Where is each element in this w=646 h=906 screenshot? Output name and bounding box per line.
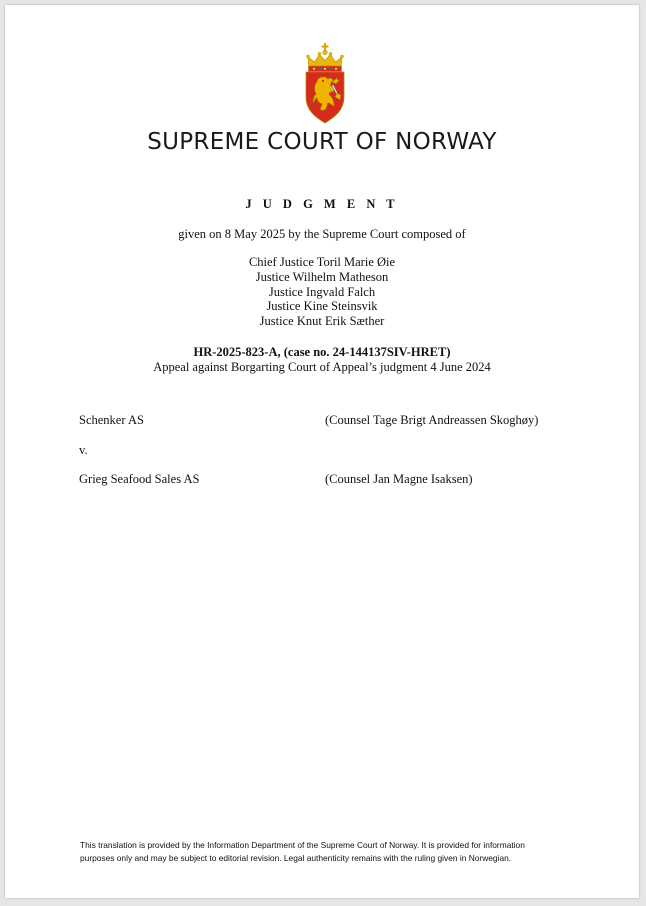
norwegian-coat-of-arms-icon (304, 41, 346, 125)
judge-name: Justice Knut Erik Sæther (259, 314, 385, 329)
crown-icon (306, 43, 343, 72)
court-name: SUPREME COURT OF NORWAY (147, 129, 497, 155)
judge-name: Justice Wilhelm Matheson (255, 269, 389, 284)
judgment-heading: J U D G M E N T (245, 197, 399, 211)
judge-name: Chief Justice Toril Marie Øie (248, 255, 396, 269)
disclaimer-line: purposes only and may be subject to editorial revision. Legal authenticity remains with the ruling given in Norwegian. (80, 853, 512, 863)
document-page (5, 5, 639, 898)
disclaimer-line: This translation is provided by the Information Department of the Supreme Court of Norway. It is provided for information (80, 840, 525, 850)
appellant-name: Schenker AS (79, 413, 144, 427)
respondent-name: Grieg Seafood Sales AS (79, 472, 200, 486)
translation-disclaimer (80, 839, 580, 865)
judge-name: Justice Kine Steinsvik (266, 299, 378, 314)
respondent-counsel: (Counsel Jan Magne Isaksen) (325, 472, 473, 486)
case-number: HR-2025-823-A, (case no. 24-144137SIV-HRET) (193, 345, 451, 359)
given-date-line: given on 8 May 2025 by the Supreme Court composed of (178, 227, 466, 241)
judges-list (5, 255, 639, 329)
versus-label: v. (79, 443, 88, 457)
appellant-counsel: (Counsel Tage Brigt Andreassen Skoghøy) (325, 413, 539, 427)
judge-name: Justice Ingvald Falch (268, 284, 376, 299)
appeal-description: Appeal against Borgarting Court of Appeal’s judgment 4 June 2024 (153, 360, 491, 374)
